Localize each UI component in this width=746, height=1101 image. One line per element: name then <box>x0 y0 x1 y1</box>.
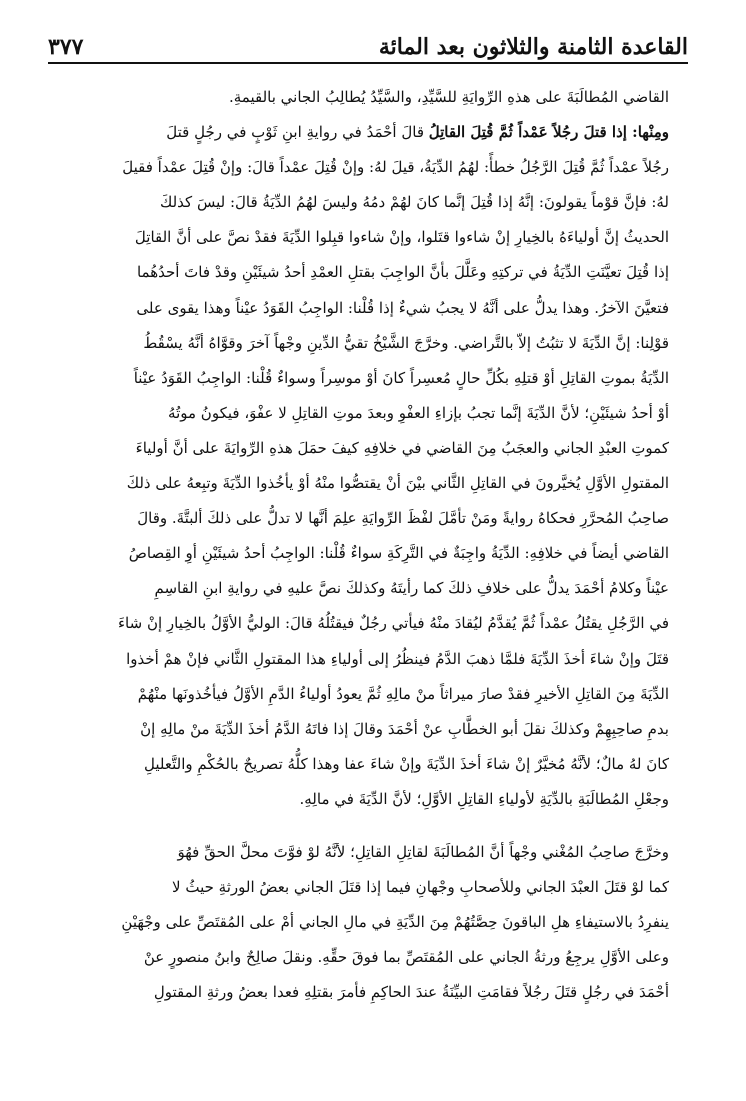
lead-phrase: ومِنْها: إذا قتلَ رجُلاً عَمْداً ثُمَّ قُتِلَ القاتِلُ <box>428 123 669 142</box>
page-header <box>48 28 688 64</box>
text-line-rest: قالَ أحْمَدُ في روايةِ ابنِ ثَوْبٍ في رجُلٍ قتلَ <box>166 123 429 142</box>
text-line: كانَ لهُ مالٌ؛ لأنَّهُ مُخيَّرٌ إنْ شاءَ أخذَ الدِّيَةَ وإنْ شاءَ عفا وهذا كلُّهُ تصريحٌ بالحُكْمِ والتَّعليلِ <box>144 754 669 773</box>
text-line: أحْمَدَ في رجُلٍ قتَلَ رجُلاً فقامَتِ البيِّنَةُ عندَ الحاكِمِ فأمرَ بقتلِهِ فعدا بعضُ ورثةِ المقتولِ <box>153 983 669 1002</box>
paragraph <box>52 80 691 115</box>
text-line: قوْلِنا: إنَّ الدِّيَةَ لا تثبُتُ إلاّ بالتَّراضي. وخرَّجَ الشَّيْخُ تقيُّ الدِّينِ وجْهاً آخرَ وقوَّاهُ أنَّهُ يسْقُطُ <box>143 333 669 352</box>
text-line: القاضي أيضاً في خلافِهِ: الدِّيَةُ واجِبَةٌ في التَّرِكَةِ سواءٌ قُلْنا: الواجِبُ أحدُ شيئَيْنِ أوِ القِصاصُ <box>128 544 669 563</box>
text-line: لهُ: فإنَّ قوْماً يقولونَ: إنَّهُ إذا قُتِلَ إنَّما كانَ لهُمْ دمُهُ وليسَ لهُمُ الدِّيَةُ قالَ: ليسَ كذلكَ <box>159 193 669 212</box>
text-line: أوْ أحدُ شيئَيْنِ؛ لأنَّ الدِّيَةَ إنَّما تجبُ بإزاءِ العفْوِ وبعدَ موتِ القاتِلِ لا عفْوَ، فيكونُ موتُهُ <box>168 403 669 422</box>
body-text <box>52 80 691 1010</box>
text-line: صاحِبُ المُحرَّرِ فحكاهُ روايةً ومَنْ تأمَّلَ لفْظَ الرِّوايَةِ علِمَ أنَّها لا تدلُّ على ذلكَ ألبتَّةَ. وقالَ <box>137 509 669 528</box>
text-line: كما لوْ قتَلَ العبْدَ الجاني وللأصحابِ وجْهانِ فيما إذا قتَلَ الجاني بعضُ الورثةِ حيثُ لا <box>172 878 669 897</box>
text-line: إذا قُتِلَ تعيَّنَتِ الدِّيَةُ في تركتِهِ وعَلَّلَ بأنَّ الواجِبَ بقتلِ العمْدِ أحدُ شيئَيْنِ وقدْ فاتَ أحدُهُما <box>136 263 669 282</box>
text-line: كموتِ العبْدِ الجاني والعجَبُ مِنَ القاضي في خلافِهِ كيفَ حمَلَ هذهِ الرِّوايَةَ على أنَّ أولياءَ <box>135 438 669 457</box>
paragraph <box>52 835 691 1010</box>
text-line: بدمِ صاحِبِهِمْ وكذلكَ نقلَ أبو الخطَّابِ عنْ أحْمَدَ وقالَ إذا فاتَهُ الدَّمُ أخذَ الدِّيَةَ منْ مالِهِ إنْ <box>140 719 669 738</box>
text-line: الدِّيَةَ مِنَ القاتِلِ الأخيرِ فقدْ صارَ ميراثاً منْ مالِهِ ثُمَّ يعودُ أولياءُ الدَّمِ الأوَّلُ فيأخُذونَها منْهُمْ <box>137 684 669 703</box>
text-line: وخرَّجَ صاحِبُ المُغْني وجْهاً أنَّ المُطالَبَةَ لقاتِلِ القاتِلِ؛ لأنَّهُ لوْ فوَّتَ محلَّ الحقِّ فهُوَ <box>177 842 669 861</box>
text-line: قتَلَ وإنْ شاءَ أخذَ الدِّيَةَ فلمَّا ذهبَ الدَّمُ فينظُرُ إلى أولياءِ هذا المقتولِ الثَّاني فإنْ همْ أخذوا <box>126 649 669 668</box>
text-line: ينفرِدُ بالاستيفاءِ هلِ الباقونَ حِصَّتُهُمْ مِنَ الدِّيَةِ في مالِ الجاني أمْ على المُقتَصِّ على وجْهَيْنِ <box>121 913 669 932</box>
text-line: في الرَّجُلِ يقتُلُ عمْداً ثُمَّ يُقدَّمُ ليُقادَ منْهُ فيأتي رجُلٌ فيقتُلُهُ قالَ: الوليُّ الأوَّلُ بالخِيارِ إنْ شاءَ <box>117 614 669 633</box>
text-line: وعلى الأوَّلِ يرجِعُ ورثةُ الجاني على المُقتَصِّ بما فوقَ حقِّهِ. ونقلَ صالِحٌ وابنُ منصورٍ عنْ <box>143 948 669 967</box>
text-line: القاضي المُطالَبَةَ على هذهِ الرِّوايَةِ للسَّيِّدِ، والسَّيِّدُ يُطالِبُ الجاني بالقيمةِ. <box>228 88 669 106</box>
text-line: عيْناً وكلامُ أحْمَدَ يدلُّ على خلافِ ذلكَ كما رأيتَهُ وكذلكَ نصَّ عليهِ في روايةِ ابنِ القاسِمِ <box>154 579 669 598</box>
text-line: الدِّيَةُ بموتِ القاتِلِ أوْ قتلِهِ بكُلِّ حالٍ مُعسِراً كانَ أوْ موسِراً وسواءٌ قُلْنا: الواجِبُ القَوَدُ عيْناً <box>133 368 669 387</box>
text-line: المقتولِ الأوَّلِ يُخيَّرونَ في القاتِلِ الثَّاني بيْنَ أنْ يقتصُّوا منْهُ أوْ يأخُذوا الدِّيَةَ وتبِعهُ على ذلكَ <box>126 474 669 493</box>
text-line <box>52 115 691 150</box>
paragraph-gap <box>52 817 691 835</box>
running-title: القاعدة الثامنة والثلاثون بعد المائة <box>378 33 688 60</box>
text-line: فتعيَّنَ الآخرُ. وهذا يدلُّ على أنَّهُ لا يجبُ شيءٌ إذا قُلْنا: الواجِبُ القَوَدُ عيْناً وهذا يقوى على <box>136 298 669 317</box>
text-line: وجعْلِ المُطالَبَةِ بالدِّيَةِ لأولياءِ القاتِلِ الأوَّلِ؛ لأنَّ الدِّيَةَ في مالِهِ. <box>299 789 669 808</box>
paragraph <box>52 115 691 817</box>
page-number: ٣٧٧ <box>48 33 84 60</box>
text-line: الحديثُ إنَّ أولياءَهُ بالخِيارِ إنْ شاءوا قتَلوا، وإنْ شاءوا قبِلوا الدِّيَةَ فقدْ نصَّ على أنَّ القاتِلَ <box>134 228 669 247</box>
text-line: رجُلاً عمْداً ثُمَّ قُتِلَ الرَّجُلُ خطأً: لهُمُ الدِّيَةُ، قيلَ لهُ: وإنْ قُتِلَ عمْداً قالَ: وإنْ قُتِلَ عمْداً فقيلَ <box>122 158 669 177</box>
